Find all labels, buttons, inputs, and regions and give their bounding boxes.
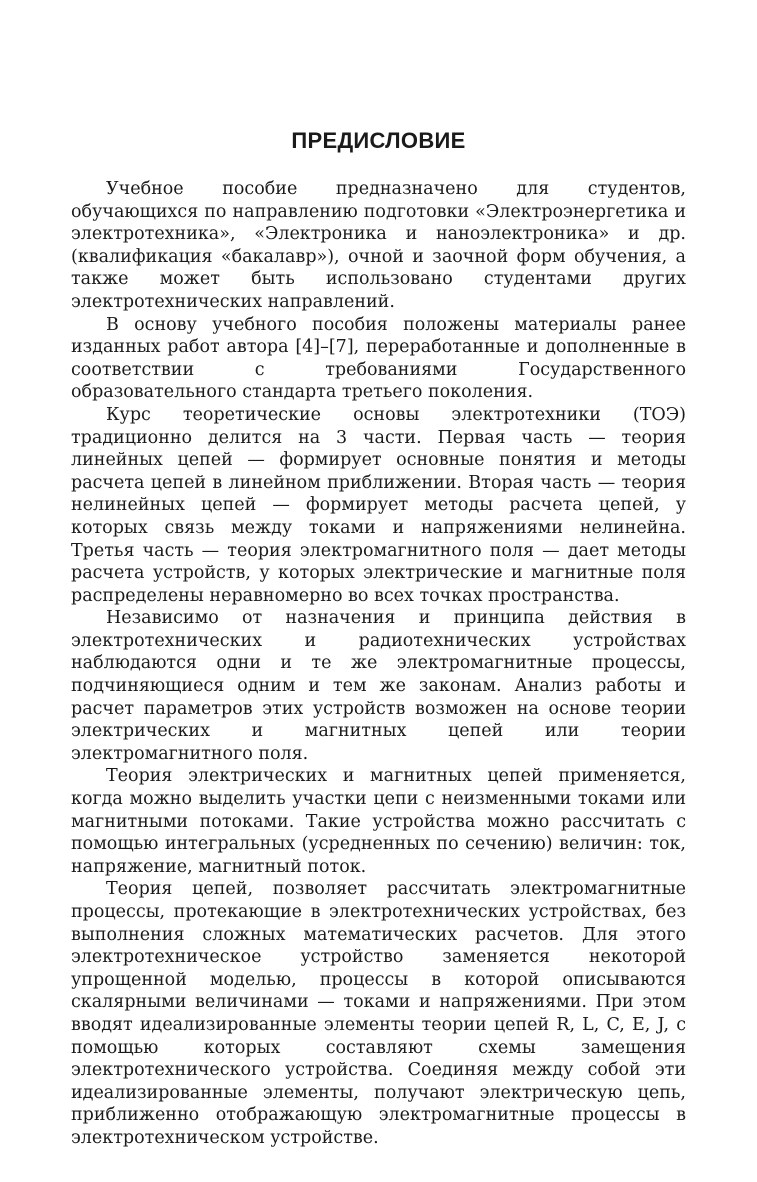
paragraph-6: Теория цепей, позволяет рассчитать электромагнитные процессы, протекающие в электротехнических устройствах, без выполнения сложных математических расчетов. Для этого электротехническое устройство заменяется некоторой упрощенной моделью, процессы в которой описываются скалярными величинами — токами и напряжениями. При этом вводят идеализированные элементы теории цепей R, L, C, E, J, с помощью которых составляют схемы замещения электротехнического устройства. Соединяя между собой эти идеализированные элементы, получают электрическую цепь, приближенно отображающую электромагнитные процессы в электротехническом устройстве. [71,879,686,1148]
page-title: ПРЕДИСЛОВИЕ [291,128,466,153]
document-page [71,128,686,1150]
paragraph-1: Учебное пособие предназначено для студентов, обучающихся по направлению подготовки «Электроэнергетика и электротехника», «Электроника и наноэлектроника» и др. (квалификация «бакалавр»), очной и заочной форм обучения, а также может быть использовано студентами других электротехнических направлений. [71,179,686,312]
paragraph-2: В основу учебного пособия положены материалы ранее изданных работ автора [4]–[7], переработанные и дополненные в соответствии с требованиями Государственного образовательного стандарта третьего поколения. [71,314,686,403]
paragraph-3: Курс теоретические основы электротехники (ТОЭ) традиционно делится на 3 части. Первая часть — теория линейных цепей — формирует основные понятия и методы расчета цепей в линейном приближении. Вторая часть — теория нелинейных цепей — формирует методы расчета цепей, у которых связь между токами и напряжениями нелинейна. Третья часть — теория электромагнитного поля — дает методы расчета устройств, у которых электрические и магнитные поля распределены неравномерно во всех точках пространства. [71,404,686,606]
paragraph-4: Независимо от назначения и принципа действия в электротехнических и радиотехнических устройствах наблюдаются одни и те же электромагнитные процессы, подчиняющиеся одним и тем же законам. Анализ работы и расчет параметров этих устройств возможен на основе теории электрических и магнитных цепей или теории электромагнитного поля. [71,608,686,764]
paragraph-5: Теория электрических и магнитных цепей применяется, когда можно выделить участки цепи с неизменными токами или магнитными потоками. Такие устройства можно рассчитать с помощью интегральных (усредненных по сечению) величин: ток, напряжение, магнитный поток. [71,766,686,877]
